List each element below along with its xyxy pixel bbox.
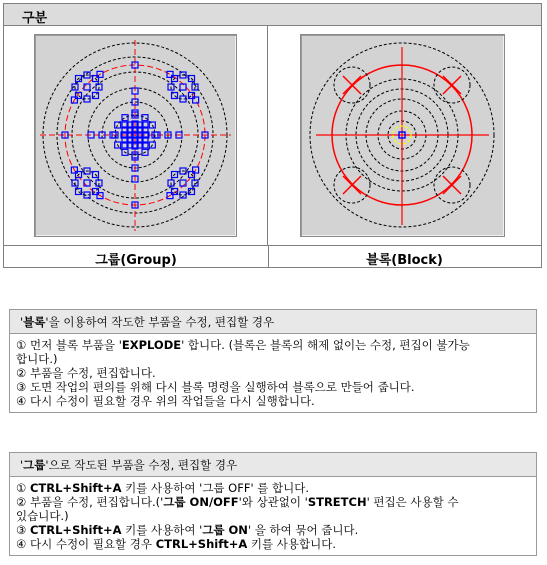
block-keyword: 블록 <box>23 315 46 329</box>
block-edit-box <box>9 309 537 413</box>
group-keyword: 그룹 <box>23 458 46 472</box>
step-line: ① CTRL+Shift+A 키를 사용하여 '그룹 OFF' 를 합니다. <box>16 481 310 495</box>
step-line: ④ 다시 수정이 필요할 경우 CTRL+Shift+A 키를 사용합니다. <box>16 537 336 551</box>
group-caption: 그룹(Group) <box>95 253 177 268</box>
group-drawing <box>35 35 236 236</box>
step-line: ③ CTRL+Shift+A 키를 사용하여 '그룹 ON' 을 하여 묶어 줍니다. <box>16 523 359 537</box>
grip-marker <box>180 180 186 186</box>
step-line: 합니다.) <box>16 352 58 366</box>
grip-marker <box>122 115 128 121</box>
block-drawing-viewport[interactable] <box>300 34 505 237</box>
block-edit-steps <box>10 334 536 412</box>
step-line: ③ 도면 작업의 편의를 위해 다시 블록 명령을 실행하여 블록으로 만들어 줍니다. <box>16 380 415 394</box>
grip-marker <box>149 122 155 128</box>
step-line: 있습니다.) <box>16 509 69 523</box>
table-header <box>4 4 541 26</box>
grip-marker <box>142 115 148 121</box>
block-drawing <box>301 35 504 236</box>
group-edit-box <box>9 452 537 556</box>
step-line: ① 먼저 블록 부품을 'EXPLODE' 합니다. (블록은 블록의 해제 없이는 수정, 편집이 불가능 <box>16 338 470 352</box>
grip-marker <box>180 84 186 90</box>
caption-row <box>4 245 541 267</box>
group-cell <box>4 26 268 245</box>
block-caption: 블록(Block) <box>366 253 443 268</box>
step-line: ② 부품을 수정, 편집합니다. <box>16 366 156 380</box>
comparison-table <box>3 3 542 268</box>
grip-marker <box>84 180 90 186</box>
hidden-circle <box>171 171 195 195</box>
block-edit-title: '블록'을 이용하여 작도한 부품을 수정, 편집할 경우 <box>10 310 536 334</box>
group-edit-steps <box>10 477 536 555</box>
group-edit-title: '그룹'으로 작도된 부품을 수정, 편집할 경우 <box>10 453 536 477</box>
group-drawing-viewport[interactable] <box>34 34 237 237</box>
grip-marker <box>84 84 90 90</box>
step-line: ④ 다시 수정이 필요할 경우 위의 작업들을 다시 실행합니다. <box>16 394 315 408</box>
block-cell <box>268 26 541 245</box>
table-header-label: 구분 <box>22 11 48 26</box>
step-line: ② 부품을 수정, 편집합니다.('그룹 ON/OFF'와 상관없이 'STRETCH' 편집은 사용할 수 <box>16 495 459 509</box>
